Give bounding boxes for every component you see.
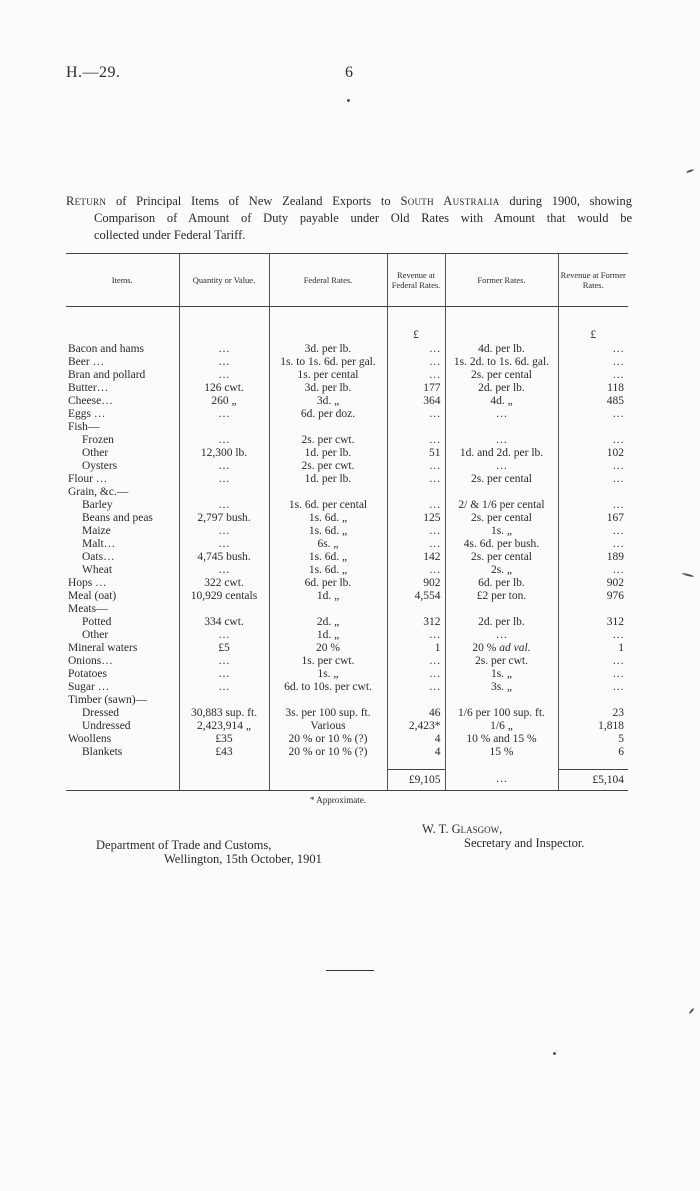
cell-item: Cheese… <box>68 395 113 407</box>
exports-return-table <box>66 253 628 791</box>
cell-item: Barley <box>82 499 113 511</box>
cell-form <box>445 421 558 434</box>
cell-item: Butter… <box>68 382 109 394</box>
table-row <box>66 486 628 499</box>
cell-frev: … <box>558 499 628 512</box>
cell-fed: 20 % or 10 % (?) <box>269 746 387 770</box>
cell-item: Onions… <box>68 655 113 667</box>
cell-item: Other <box>82 629 109 641</box>
cell-fed: 3d. per lb. <box>269 382 387 395</box>
cell-frev: 485 <box>558 395 628 408</box>
cell-fed: 6d. to 10s. per cwt. <box>269 681 387 694</box>
col-header-items: Items. <box>66 254 179 307</box>
cell-frev: 5 <box>558 733 628 746</box>
cell-form <box>445 694 558 707</box>
cell-rev: … <box>387 564 445 577</box>
cell-item: Undressed <box>82 720 131 732</box>
table-row <box>66 460 628 473</box>
cell-rev: 46 <box>387 707 445 720</box>
table-row <box>66 668 628 681</box>
cell-fed: 1s. 6d. „ <box>269 564 387 577</box>
cell-fed <box>269 694 387 707</box>
table-row <box>66 499 628 512</box>
cell-qty: … <box>179 668 269 681</box>
table-row <box>66 642 628 655</box>
cell-item: Frozen <box>82 434 114 446</box>
cell-qty: … <box>179 564 269 577</box>
cell-form: 1s. 2d. to 1s. 6d. gal. <box>445 356 558 369</box>
cell-rev: 2,423* <box>387 720 445 733</box>
cell-qty: 12,300 lb. <box>179 447 269 460</box>
cell-frev: 23 <box>558 707 628 720</box>
cell-qty: £43 <box>179 746 269 770</box>
cell-form: 1s. „ <box>445 668 558 681</box>
cell-qty: … <box>179 460 269 473</box>
cell-item: Meal (oat) <box>68 590 117 602</box>
cell-qty: … <box>179 434 269 447</box>
table-row <box>66 395 628 408</box>
cell-frev: 167 <box>558 512 628 525</box>
cell-form: … <box>445 408 558 421</box>
cell-item: Flour … <box>68 473 108 485</box>
col-header-federal-rates: Federal Rates. <box>269 254 387 307</box>
cell-fed: 2s. per cwt. <box>269 434 387 447</box>
cell-rev: … <box>387 473 445 486</box>
cell-frev: … <box>558 356 628 369</box>
table-row <box>66 538 628 551</box>
cell-item: Grain, &c.— <box>68 486 129 498</box>
cell-rev: 142 <box>387 551 445 564</box>
cell-qty: … <box>179 499 269 512</box>
cell-form: £2 per ton. <box>445 590 558 603</box>
cell-rev: … <box>387 434 445 447</box>
title-line2: Comparison of Amount of Duty payable under Old Rates with Amount that would be <box>94 211 632 225</box>
cell-item: Malt… <box>82 538 116 550</box>
col-header-federal-revenue: Revenue at Federal Rates. <box>387 254 445 307</box>
cell-qty: … <box>179 356 269 369</box>
cell-frev: … <box>558 408 628 421</box>
cell-item: Bran and pollard <box>68 369 146 381</box>
cell-form: 15 % <box>445 746 558 770</box>
cell-rev: 364 <box>387 395 445 408</box>
cell-item: Meats— <box>68 603 108 615</box>
margin-mark <box>686 169 694 174</box>
table-row <box>66 720 628 733</box>
cell-fed <box>269 486 387 499</box>
cell-frev <box>558 486 628 499</box>
cell-fed: 1d. per lb. <box>269 473 387 486</box>
title-lead: Return <box>66 194 107 208</box>
cell-item: Blankets <box>82 746 123 758</box>
table-row <box>66 694 628 707</box>
cell-form: 2s. per cental <box>445 369 558 382</box>
cell-form: 4s. 6d. per bush. <box>445 538 558 551</box>
cell-frev: 312 <box>558 616 628 629</box>
table-row <box>66 551 628 564</box>
cell-fed: 1s. 6d. „ <box>269 551 387 564</box>
cell-rev: … <box>387 655 445 668</box>
margin-mark <box>682 572 694 577</box>
cell-form <box>445 486 558 499</box>
table-row <box>66 421 628 434</box>
cell-rev: … <box>387 525 445 538</box>
cell-form: 2s. per cental <box>445 551 558 564</box>
empty-cell <box>66 770 179 791</box>
table-row <box>66 746 628 770</box>
cell-qty: 334 cwt. <box>179 616 269 629</box>
cell-frev: … <box>558 473 628 486</box>
cell-form: 10 % and 15 % <box>445 733 558 746</box>
cell-rev: 51 <box>387 447 445 460</box>
cell-form: 2s. per cental <box>445 473 558 486</box>
closing-rule <box>326 970 374 971</box>
table-row <box>66 603 628 616</box>
cell-item: Beer … <box>68 356 105 368</box>
cell-rev: 4 <box>387 746 445 770</box>
cell-rev <box>387 421 445 434</box>
cell-fed <box>269 603 387 616</box>
cell-frev: … <box>558 681 628 694</box>
title-line1: of Principal Items of New Zealand Exports to <box>115 194 391 208</box>
cell-rev: … <box>387 408 445 421</box>
cell-frev <box>558 603 628 616</box>
cell-item: Hops … <box>68 577 107 589</box>
cell-frev: … <box>558 434 628 447</box>
cell-item: Maize <box>82 525 111 537</box>
cell-rev: … <box>387 343 445 356</box>
department-name: Department of Trade and Customs, <box>96 838 272 852</box>
cell-rev: 125 <box>387 512 445 525</box>
cell-fed: 1s. per cwt. <box>269 655 387 668</box>
cell-rev: 1 <box>387 642 445 655</box>
cell-qty: 260 „ <box>179 395 269 408</box>
table-row <box>66 343 628 356</box>
cell-item: Woollens <box>68 733 112 745</box>
cell-qty: 2,797 bush. <box>179 512 269 525</box>
cell-qty: … <box>179 343 269 356</box>
cell-qty <box>179 421 269 434</box>
cell-qty <box>179 486 269 499</box>
cell-fed: 2s. per cwt. <box>269 460 387 473</box>
cell-rev: … <box>387 681 445 694</box>
cell-form: … <box>445 460 558 473</box>
cell-rev: 902 <box>387 577 445 590</box>
cell-rev: 177 <box>387 382 445 395</box>
cell-fed: 1s. to 1s. 6d. per gal. <box>269 356 387 369</box>
cell-frev: 118 <box>558 382 628 395</box>
cell-qty: 2,423,914 „ <box>179 720 269 733</box>
cell-fed: 1s. per cental <box>269 369 387 382</box>
table-row <box>66 382 628 395</box>
cell-qty: … <box>179 408 269 421</box>
cell-fed: 6d. per doz. <box>269 408 387 421</box>
cell-form: … <box>445 629 558 642</box>
cell-qty: £5 <box>179 642 269 655</box>
title-line1-end: during 1900, showing <box>509 194 633 208</box>
cell-qty: 30,883 sup. ft. <box>179 707 269 720</box>
margin-mark <box>688 1008 694 1015</box>
cell-item: Fish— <box>68 421 100 433</box>
cell-frev: 189 <box>558 551 628 564</box>
cell-rev <box>387 486 445 499</box>
cell-form <box>445 603 558 616</box>
table-row <box>66 733 628 746</box>
table-header-row <box>66 254 628 307</box>
cell-fed: 1d. per lb. <box>269 447 387 460</box>
cell-qty: … <box>179 681 269 694</box>
currency-row <box>66 329 628 343</box>
title-line3: collected under Federal Tariff. <box>94 228 246 242</box>
empty-cell <box>269 770 387 791</box>
cell-frev: … <box>558 343 628 356</box>
cell-fed: 1d. „ <box>269 590 387 603</box>
cell-form: … <box>445 434 558 447</box>
cell-form: 2s. per cental <box>445 512 558 525</box>
cell-rev: … <box>387 369 445 382</box>
cell-rev: … <box>387 460 445 473</box>
cell-qty: 10,929 centals <box>179 590 269 603</box>
cell-item: Other <box>82 447 109 459</box>
table-row <box>66 655 628 668</box>
cell-frev: … <box>558 629 628 642</box>
cell-item: Bacon and hams <box>68 343 145 355</box>
currency-symbol: £ <box>387 329 445 343</box>
signatory-name: W. T. Glasgow, <box>422 822 503 836</box>
department-date: Wellington, 15th October, 1901 <box>164 852 322 866</box>
cell-fed: 1s. 6d. per cental <box>269 499 387 512</box>
page-number: 6 <box>345 64 353 81</box>
cell-rev: 4,554 <box>387 590 445 603</box>
cell-item: Sugar … <box>68 681 110 693</box>
cell-fed: 1s. 6d. „ <box>269 525 387 538</box>
signatory-title: Secretary and Inspector. <box>464 836 585 850</box>
col-header-former-revenue: Revenue at Former Rates. <box>558 254 628 307</box>
table-row <box>66 564 628 577</box>
cell-rev <box>387 603 445 616</box>
margin-mark <box>347 99 350 102</box>
cell-form: 4d. per lb. <box>445 343 558 356</box>
table-row <box>66 356 628 369</box>
cell-frev: 1,818 <box>558 720 628 733</box>
cell-qty: £35 <box>179 733 269 746</box>
cell-qty: … <box>179 473 269 486</box>
cell-qty: … <box>179 525 269 538</box>
cell-qty: 322 cwt. <box>179 577 269 590</box>
cell-form: 1/6 „ <box>445 720 558 733</box>
cell-frev: … <box>558 564 628 577</box>
cell-frev: … <box>558 538 628 551</box>
table-row <box>66 473 628 486</box>
table-row <box>66 629 628 642</box>
cell-item: Eggs … <box>68 408 106 420</box>
table-row <box>66 434 628 447</box>
cell-item: Oats… <box>82 551 115 563</box>
cell-frev <box>558 421 628 434</box>
cell-frev: 902 <box>558 577 628 590</box>
cell-qty: … <box>179 629 269 642</box>
cell-qty: 126 cwt. <box>179 382 269 395</box>
cell-rev: … <box>387 356 445 369</box>
cell-form: 2/ & 1/6 per cental <box>445 499 558 512</box>
margin-mark <box>553 1052 556 1055</box>
cell-fed: 3d. „ <box>269 395 387 408</box>
table-spacer-row <box>66 307 628 330</box>
cell-item: Potatoes <box>68 668 107 680</box>
cell-frev: … <box>558 460 628 473</box>
report-code: H.—29. <box>66 64 121 81</box>
cell-fed: 6d. per lb. <box>269 577 387 590</box>
cell-qty: … <box>179 538 269 551</box>
cell-frev: … <box>558 668 628 681</box>
cell-fed: 20 % or 10 % (?) <box>269 733 387 746</box>
cell-rev: … <box>387 668 445 681</box>
cell-frev: 102 <box>558 447 628 460</box>
cell-rev <box>387 694 445 707</box>
cell-form: 3s. „ <box>445 681 558 694</box>
cell-qty: … <box>179 655 269 668</box>
cell-fed: 2d. „ <box>269 616 387 629</box>
empty-cell <box>179 770 269 791</box>
cell-frev: … <box>558 369 628 382</box>
footnote: * Approximate. <box>310 795 366 805</box>
cell-fed: 6s. „ <box>269 538 387 551</box>
table-row <box>66 369 628 382</box>
cell-form: 1s. „ <box>445 525 558 538</box>
cell-frev: 6 <box>558 746 628 770</box>
cell-item: Beans and peas <box>82 512 153 524</box>
cell-frev: 976 <box>558 590 628 603</box>
cell-item: Timber (sawn)— <box>68 694 148 706</box>
cell-item: Oysters <box>82 460 118 472</box>
table-row <box>66 408 628 421</box>
cell-fed <box>269 421 387 434</box>
cell-qty: 4,745 bush. <box>179 551 269 564</box>
table-row <box>66 512 628 525</box>
table-row <box>66 616 628 629</box>
cell-form: 2d. per lb. <box>445 616 558 629</box>
cell-form: 20 % ad val. <box>445 642 558 655</box>
cell-rev: … <box>387 499 445 512</box>
col-header-quantity: Quantity or Value. <box>179 254 269 307</box>
cell-fed: 1s. 6d. „ <box>269 512 387 525</box>
total-row <box>66 770 628 791</box>
cell-fed: 3s. per 100 sup. ft. <box>269 707 387 720</box>
cell-fed: 1d. „ <box>269 629 387 642</box>
table-row <box>66 707 628 720</box>
cell-form: 2s. „ <box>445 564 558 577</box>
currency-symbol: £ <box>558 329 628 343</box>
cell-qty <box>179 603 269 616</box>
table-row <box>66 681 628 694</box>
cell-rev: 312 <box>387 616 445 629</box>
cell-frev: … <box>558 655 628 668</box>
cell-item: Wheat <box>82 564 113 576</box>
cell-fed: 1s. „ <box>269 668 387 681</box>
cell-form: 6d. per lb. <box>445 577 558 590</box>
title-country: South Australia <box>400 194 500 208</box>
cell-rev: … <box>387 538 445 551</box>
cell-fed: Various <box>269 720 387 733</box>
cell-item: Potted <box>82 616 112 628</box>
cell-fed: 3d. per lb. <box>269 343 387 356</box>
table-row <box>66 590 628 603</box>
table-row <box>66 447 628 460</box>
cell-form: 2s. per cwt. <box>445 655 558 668</box>
cell-item: Mineral waters <box>68 642 138 654</box>
cell-form: 2d. per lb. <box>445 382 558 395</box>
cell-frev <box>558 694 628 707</box>
col-header-former-rates: Former Rates. <box>445 254 558 307</box>
cell-form: 1/6 per 100 sup. ft. <box>445 707 558 720</box>
cell-rev: … <box>387 629 445 642</box>
cell-qty: … <box>179 369 269 382</box>
cell-rev: 4 <box>387 733 445 746</box>
cell-frev: … <box>558 525 628 538</box>
total-cell: £9,105 <box>387 770 445 791</box>
cell-form: 4d. „ <box>445 395 558 408</box>
cell-fed: 20 % <box>269 642 387 655</box>
cell-qty <box>179 694 269 707</box>
table-row <box>66 525 628 538</box>
total-cell: … <box>445 770 558 791</box>
cell-form: 1d. and 2d. per lb. <box>445 447 558 460</box>
cell-item: Dressed <box>82 707 120 719</box>
total-cell: £5,104 <box>558 770 628 791</box>
return-title <box>66 193 632 244</box>
table-row <box>66 577 628 590</box>
cell-frev: 1 <box>558 642 628 655</box>
